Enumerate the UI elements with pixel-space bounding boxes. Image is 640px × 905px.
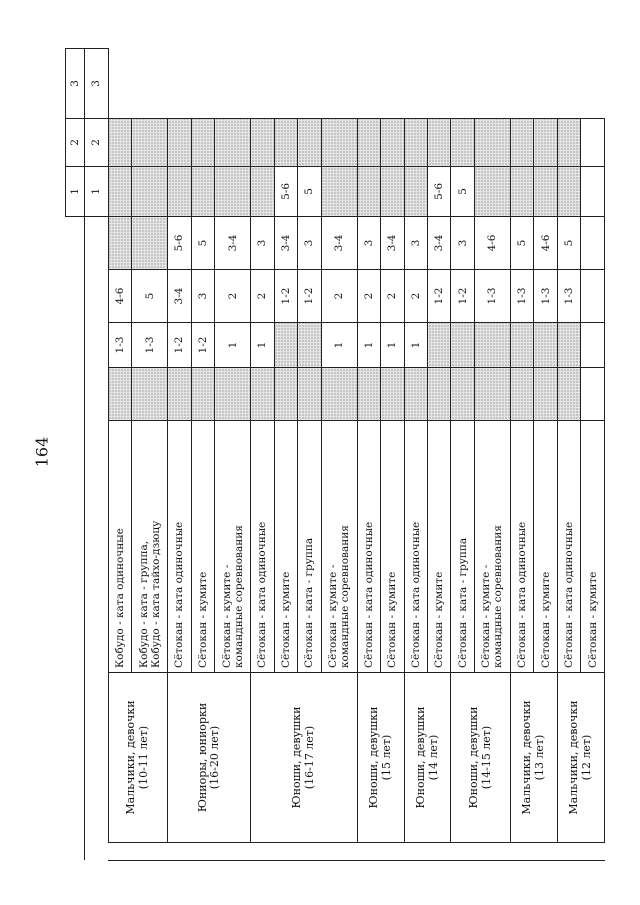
place-cell: 2 (215, 270, 251, 323)
discipline-cell (404, 421, 427, 673)
margin-cell (474, 843, 510, 861)
place-cell (557, 323, 580, 368)
place-cell (168, 368, 191, 421)
category-cell (108, 673, 168, 843)
table-row (511, 48, 534, 860)
place-cell: 3-4 (428, 216, 451, 269)
place-cell: 2 (404, 270, 427, 323)
place-cell (451, 368, 474, 421)
discipline-cell (191, 421, 214, 673)
place-cell: 1 (381, 323, 404, 368)
place-cell (557, 166, 580, 216)
place-cell: 1-2 (274, 270, 297, 323)
place-cell (132, 118, 168, 166)
category-cell (357, 673, 404, 843)
place-cell (474, 368, 510, 421)
place-cell (534, 166, 557, 216)
place-cell (581, 270, 605, 323)
place-cell: 1 (215, 323, 251, 368)
place-cell (298, 323, 321, 368)
header-number-cell: 3 (66, 48, 85, 118)
discipline-cell (474, 421, 510, 673)
place-cell: 3 (298, 216, 321, 269)
margin-cell (511, 843, 534, 861)
discipline-cell (581, 421, 605, 673)
place-cell: 1 (251, 323, 274, 368)
category-label: Мальчики, девочки (10-11 лет) (124, 700, 150, 815)
margin-cell (251, 843, 274, 861)
header-number-cell: 3 (85, 48, 108, 118)
discipline-label: Сётокан - ката одиночные (362, 521, 375, 668)
place-cell: 4-6 (534, 216, 557, 269)
place-cell (581, 166, 605, 216)
place-cell (581, 323, 605, 368)
place-cell (321, 166, 357, 216)
place-cell: 3 (191, 270, 214, 323)
place-cell (511, 368, 534, 421)
category-label: Мальчики, девочки (12 лет) (567, 700, 593, 815)
table-row (557, 48, 580, 860)
discipline-label: Сётокан - ката одиночные (173, 521, 186, 668)
place-cell (474, 118, 510, 166)
place-cell (511, 118, 534, 166)
place-cell: 5 (191, 216, 214, 269)
place-cell: 5 (451, 166, 474, 216)
place-cell (132, 216, 168, 269)
category-cell (168, 673, 251, 843)
place-cell (108, 216, 131, 269)
margin-cell (381, 843, 404, 861)
header-number-cell: 2 (85, 118, 108, 166)
place-cell (298, 368, 321, 421)
place-cell (215, 166, 251, 216)
place-cell (168, 166, 191, 216)
place-cell (321, 368, 357, 421)
place-cell (404, 118, 427, 166)
rotated-table-wrapper (65, 49, 605, 861)
place-cell: 1 (404, 323, 427, 368)
place-cell: 2 (357, 270, 380, 323)
place-cell (357, 166, 380, 216)
header-number-cell: 1 (85, 166, 108, 216)
discipline-label: Сётокан - кумите (433, 571, 446, 668)
category-cell (404, 673, 451, 843)
place-cell (581, 368, 605, 421)
margin-cell (581, 843, 605, 861)
place-cell (357, 118, 380, 166)
place-cell: 4-6 (474, 216, 510, 269)
place-cell (534, 323, 557, 368)
place-cell (321, 118, 357, 166)
discipline-cell (534, 421, 557, 673)
place-cell (511, 323, 534, 368)
table-row (251, 48, 274, 860)
discipline-cell (381, 421, 404, 673)
discipline-cell (451, 421, 474, 673)
place-cell: 3-4 (321, 216, 357, 269)
discipline-label: Сётокан - кумите (196, 571, 209, 668)
place-cell (298, 118, 321, 166)
place-cell: 5-6 (274, 166, 297, 216)
place-cell: 1-3 (511, 270, 534, 323)
place-cell (581, 118, 605, 166)
place-cell: 3-4 (168, 270, 191, 323)
category-cell (511, 673, 558, 843)
discipline-label: Сётокан - ката одиночные (256, 521, 269, 668)
place-cell (168, 118, 191, 166)
discipline-cell (108, 421, 131, 673)
place-cell (557, 118, 580, 166)
place-cell: 5-6 (168, 216, 191, 269)
margin-cell (191, 843, 214, 861)
place-cell (428, 323, 451, 368)
place-cell: 1-2 (191, 323, 214, 368)
place-cell (534, 118, 557, 166)
place-cell: 5 (557, 216, 580, 269)
margin-cell (357, 843, 380, 861)
discipline-cell (251, 421, 274, 673)
place-cell (357, 368, 380, 421)
discipline-label: Сётокан - кумите (386, 571, 399, 668)
margin-cell (108, 843, 131, 861)
category-cell (251, 673, 357, 843)
place-cell (511, 166, 534, 216)
discipline-label: Сётокан - ката - группа (303, 537, 316, 668)
discipline-label: Сётокан - ката одиночные (563, 521, 576, 668)
place-cell (251, 118, 274, 166)
discipline-label: Сётокан - кумите (539, 571, 552, 668)
place-cell: 3 (404, 216, 427, 269)
discipline-cell (274, 421, 297, 673)
place-cell (191, 368, 214, 421)
empty-cell (66, 216, 85, 860)
place-cell: 1-3 (557, 270, 580, 323)
place-cell: 1-3 (474, 270, 510, 323)
place-cell (404, 166, 427, 216)
place-cell (381, 166, 404, 216)
margin-cell (428, 843, 451, 861)
table-row (85, 48, 108, 860)
margin-cell (321, 843, 357, 861)
discipline-cell (428, 421, 451, 673)
place-cell: 2 (251, 270, 274, 323)
place-cell: 1-3 (132, 323, 168, 368)
margin-cell (404, 843, 427, 861)
discipline-label: Сётокан - ката одиночные (516, 521, 529, 668)
results-table (65, 48, 605, 861)
place-cell: 1-3 (534, 270, 557, 323)
place-cell (251, 368, 274, 421)
category-label: Юноши, девушки (14-15 лет) (467, 706, 493, 809)
place-cell (274, 118, 297, 166)
place-cell: 4-6 (108, 270, 131, 323)
place-cell (428, 368, 451, 421)
place-cell: 5-6 (428, 166, 451, 216)
place-cell (474, 323, 510, 368)
place-cell: 3-4 (381, 216, 404, 269)
header-number-cell: 2 (66, 118, 85, 166)
place-cell (215, 368, 251, 421)
place-cell (108, 118, 131, 166)
table-row (357, 48, 380, 860)
table-row (404, 48, 427, 860)
table-row (108, 48, 131, 860)
place-cell (191, 166, 214, 216)
category-cell (557, 673, 604, 843)
margin-cell (274, 843, 297, 861)
category-label: Юноши, девушки (16-17 лет) (290, 706, 316, 809)
page-number: 164 (32, 436, 52, 468)
place-cell: 3 (357, 216, 380, 269)
place-cell (251, 166, 274, 216)
place-cell (381, 118, 404, 166)
discipline-label: Сётокан - кумите (279, 571, 292, 668)
discipline-label: Кобудо - ката одиночные (113, 528, 126, 668)
discipline-cell (357, 421, 380, 673)
place-cell: 5 (132, 270, 168, 323)
category-cell (451, 673, 511, 843)
place-cell: 1-3 (108, 323, 131, 368)
place-cell (274, 368, 297, 421)
place-cell: 3 (451, 216, 474, 269)
category-label: Юноши, девушки (14 лет) (413, 706, 440, 809)
table-row (66, 48, 85, 860)
place-cell (132, 368, 168, 421)
place-cell: 1-2 (428, 270, 451, 323)
place-cell: 1-2 (168, 323, 191, 368)
place-cell: 1-2 (298, 270, 321, 323)
place-cell (474, 166, 510, 216)
category-label: Юниоры, юниорки (16-20 лет) (195, 702, 222, 813)
place-cell: 1 (321, 323, 357, 368)
table-row (168, 48, 191, 860)
discipline-cell (215, 421, 251, 673)
place-cell (132, 166, 168, 216)
place-cell: 2 (381, 270, 404, 323)
discipline-cell (298, 421, 321, 673)
place-cell (274, 323, 297, 368)
table-body (66, 48, 605, 860)
discipline-label: Сётокан - ката одиночные (409, 521, 422, 668)
place-cell: 5 (298, 166, 321, 216)
place-cell (451, 323, 474, 368)
margin-cell (298, 843, 321, 861)
place-cell: 1 (357, 323, 380, 368)
margin-cell (451, 843, 474, 861)
discipline-cell (321, 421, 357, 673)
place-cell (428, 118, 451, 166)
table-row (451, 48, 474, 860)
place-cell (381, 368, 404, 421)
discipline-label: Сётокан - ката - группа (456, 537, 469, 668)
margin-cell (534, 843, 557, 861)
place-cell: 3-4 (274, 216, 297, 269)
place-cell (108, 368, 131, 421)
place-cell: 3 (251, 216, 274, 269)
discipline-label: Сётокан - кумите - командные соревнования (480, 525, 505, 668)
margin-cell (557, 843, 580, 861)
place-cell (534, 368, 557, 421)
discipline-cell (557, 421, 580, 673)
discipline-cell (511, 421, 534, 673)
category-label: Мальчики, девочки (13 лет) (520, 700, 546, 815)
place-cell (581, 216, 605, 269)
margin-cell (168, 843, 191, 861)
place-cell: 5 (511, 216, 534, 269)
margin-cell (132, 843, 168, 861)
discipline-cell (132, 421, 168, 673)
discipline-label: Сётокан - кумите - командные соревнования (327, 525, 352, 668)
discipline-label: Кобудо - ката - группа, Кобудо - ката тайхо-дзюцу (137, 520, 162, 668)
place-cell (404, 368, 427, 421)
header-number-cell: 1 (66, 166, 85, 216)
place-cell (451, 118, 474, 166)
place-cell (108, 166, 131, 216)
place-cell (557, 368, 580, 421)
place-cell: 3-4 (215, 216, 251, 269)
empty-cell (85, 216, 108, 860)
place-cell: 1-2 (451, 270, 474, 323)
place-cell: 2 (321, 270, 357, 323)
discipline-cell (168, 421, 191, 673)
discipline-label: Сётокан - кумите (586, 571, 599, 668)
place-cell (191, 118, 214, 166)
margin-cell (215, 843, 251, 861)
place-cell (215, 118, 251, 166)
category-label: Юноши, девушки (15 лет) (367, 706, 393, 809)
discipline-label: Сётокан - кумите - командные соревнования (220, 525, 245, 668)
